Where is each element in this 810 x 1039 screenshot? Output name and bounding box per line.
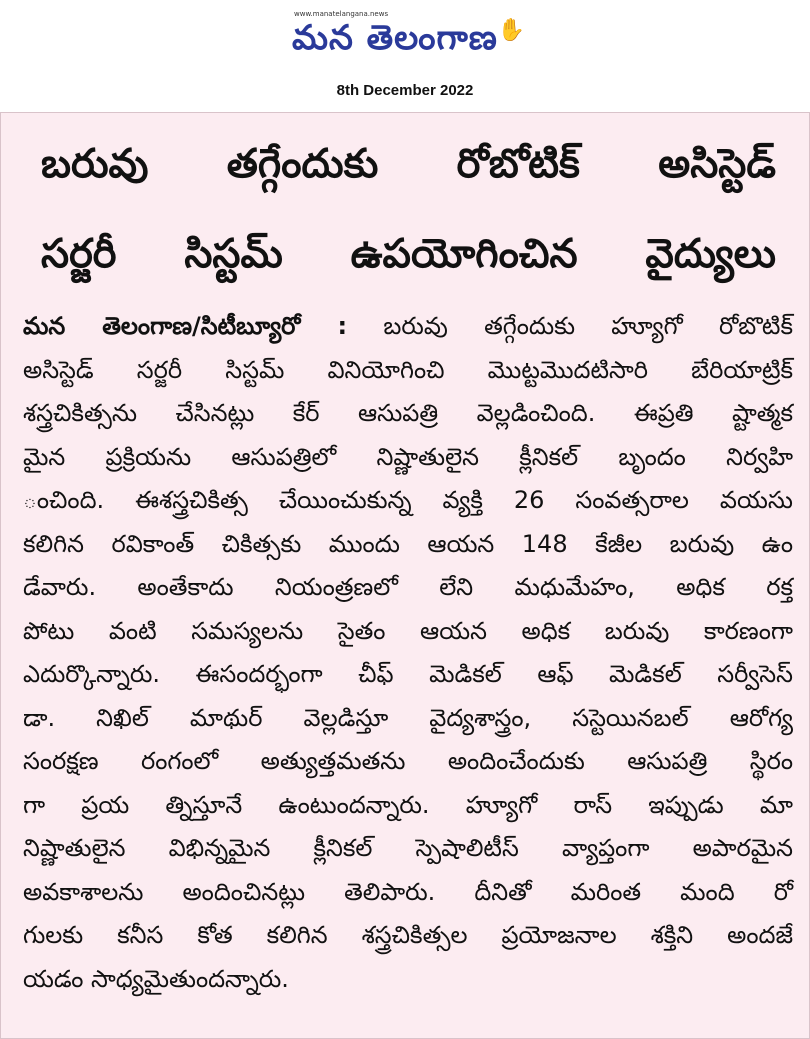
masthead <box>0 0 810 110</box>
body-line: ఎదుర్కొన్నారు. ఈసందర్భంగా చీఫ్ మెడికల్ ఆఫ్ మెడికల్ సర్వీసెస్ <box>23 660 793 688</box>
body-line: పోటు వంటి సమస్యలను సైతం ఆయన అధిక బరువు కారణంగా <box>23 616 793 645</box>
dateline: మన తెలంగాణ/సిటీబ్యూరో : <box>23 312 348 340</box>
masthead-url: www.manatelangana.news <box>294 10 389 18</box>
body-line: ంచింది. ఈశస్త్రచికిత్స చేయించుకున్న వ్యక్తి 26 సంవత్సరాల వయసు <box>23 486 793 514</box>
body-line: అసిస్టెడ్ సర్జరీ సిస్టమ్ వినియోగించి మొట్టమొదటిసారి బేరియాట్రిక్ <box>23 355 793 384</box>
article-body <box>23 305 793 1001</box>
body-text: బరువు తగ్గేందుకు హ్యూగో రోబొటిక్ <box>383 312 793 340</box>
body-line: సంరక్షణ రంగంలో అత్యుత్తమతను అందించేందుకు ఆసుపత్రి స్థిరం <box>23 747 793 775</box>
newspaper-logo <box>292 18 526 66</box>
body-line: అవకాశాలను అందించినట్లు తెలిపారు. దీనితో మరింత మంది రో <box>23 877 793 906</box>
bird-logo-icon: ✋ <box>497 18 527 43</box>
body-line <box>23 305 793 349</box>
body-line: కలిగిన రవికాంత్ చికిత్సకు ముందు ఆయన 148 కేజీల బరువు ఉం <box>23 529 793 558</box>
headline-line-1: బరువు తగ్గేందుకు రోబోటిక్ అసిస్టెడ్ <box>41 141 776 187</box>
logo-text: మన తెలంగాణ <box>292 18 498 58</box>
body-line: మైన ప్రక్రియను ఆసుపత్రిలో నిష్ణాతులైన క్లీనికల్ బృందం నిర్వహి <box>23 442 793 471</box>
body-line: డేవారు. అంతేకాదు నియంత్రణలో లేని మధుమేహం, అధిక రక్త <box>23 573 793 601</box>
article-clipping <box>0 112 810 1039</box>
publication-date: 8th December 2022 <box>336 82 474 99</box>
body-line: యడం సాధ్యమైతుందన్నారు. <box>23 964 289 993</box>
body-line: గా ప్రయ త్నిస్తూనే ఉంటుందన్నారు. హ్యూగో రాస్ ఇప్పుడు మా <box>23 790 793 819</box>
body-line: గులకు కనీస కోత కలిగిన శస్త్రచికిత్సల ప్రయోజనాల శక్తిని అందజే <box>23 921 793 949</box>
body-line: శస్త్రచికిత్సను చేసినట్లు కేర్ ఆసుపత్రి వెల్లడించింది. ఈప్రతి ష్టాత్మక <box>23 399 793 427</box>
body-line: నిష్ణాతులైన విభిన్నమైన క్లీనికల్ స్పెషాలిటీస్ వ్యాప్తంగా అపారమైన <box>23 834 793 862</box>
body-line: డా. నిఖిల్ మాథుర్ వెల్లడిస్తూ వైద్యశాస్త్రం, సస్టెయినబల్ ఆరోగ్య <box>23 703 793 732</box>
headline-line-2: సర్జరీ సిస్టమ్ ఉపయోగించిన వైద్యులు <box>41 231 776 277</box>
